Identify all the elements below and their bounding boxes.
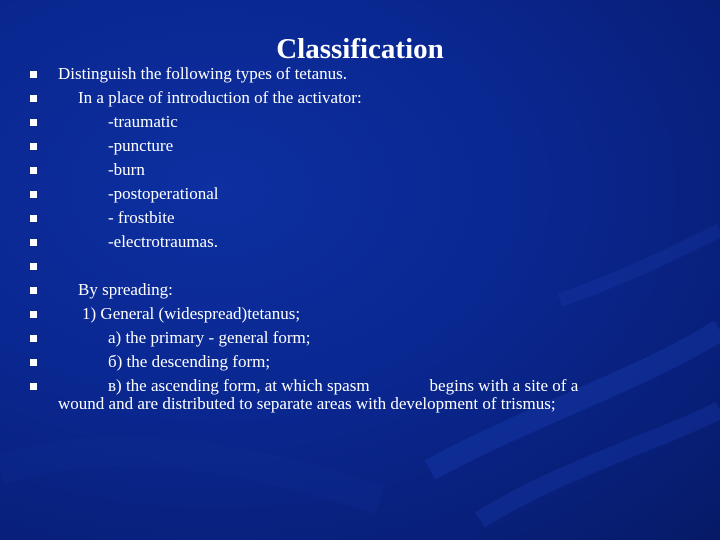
square-bullet-icon	[30, 167, 37, 174]
bullet-text: 1) General (widespread)tetanus;	[82, 304, 301, 323]
square-bullet-icon	[30, 383, 37, 390]
square-bullet-icon	[30, 215, 37, 222]
square-bullet-icon	[30, 263, 37, 270]
bullet-text: In a place of introduction of the activator:	[78, 88, 362, 107]
square-bullet-icon	[30, 191, 37, 198]
bullet-text: -burn	[108, 160, 145, 179]
square-bullet-icon	[30, 71, 37, 78]
bullet-text: -electrotraumas.	[108, 232, 218, 251]
square-bullet-icon	[30, 311, 37, 318]
square-bullet-icon	[30, 239, 37, 246]
bullet-text: б) the descending form;	[108, 352, 271, 371]
bullet-item-empty	[30, 254, 670, 278]
bullet-item	[30, 326, 670, 350]
bullet-item	[30, 302, 670, 326]
bullet-item	[30, 86, 670, 110]
bullet-continuation-text: wound and are distributed to separate areas with development of trismus;	[58, 394, 556, 413]
slide-title-text: Classification	[276, 33, 444, 65]
bullet-item	[30, 350, 670, 374]
bullet-text: Distinguish the following types of tetanus.	[58, 64, 347, 83]
bullet-text-part: begins with a site of a	[429, 376, 579, 395]
bullet-item	[30, 134, 670, 158]
square-bullet-icon	[30, 359, 37, 366]
bullet-item	[30, 62, 670, 86]
bullet-item	[30, 206, 670, 230]
bullet-item	[30, 158, 670, 182]
square-bullet-icon	[30, 95, 37, 102]
bullet-list	[30, 62, 670, 398]
bullet-text: By spreading:	[78, 280, 173, 299]
square-bullet-icon	[30, 335, 37, 342]
square-bullet-icon	[30, 143, 37, 150]
bullet-text: -puncture	[108, 136, 174, 155]
bullet-text: - frostbite	[108, 208, 175, 227]
square-bullet-icon	[30, 119, 37, 126]
bullet-item	[30, 182, 670, 206]
bullet-item	[30, 278, 670, 302]
bullet-text: а) the primary - general form;	[108, 328, 311, 347]
slide-title	[0, 32, 720, 66]
bullet-text: -postoperational	[108, 184, 219, 203]
bullet-text-part: в) the ascending form, at which spasm	[108, 376, 370, 395]
bullet-text: -traumatic	[108, 112, 178, 131]
bullet-item	[30, 230, 670, 254]
bullet-item	[30, 110, 670, 134]
square-bullet-icon	[30, 287, 37, 294]
